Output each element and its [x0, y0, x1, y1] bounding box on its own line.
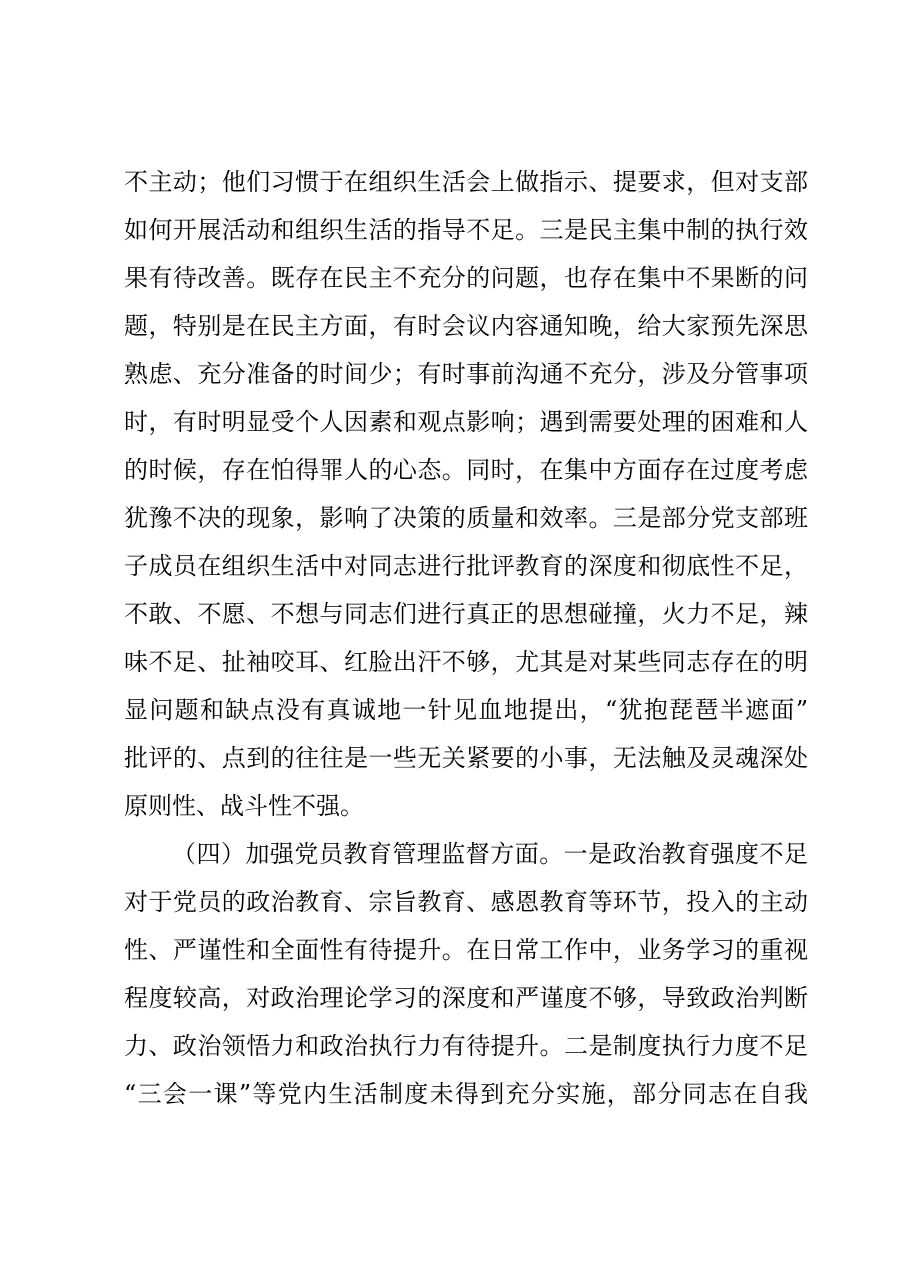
text-line: 批评的、点到的往往是一些无关紧要的小事，无法触及灵魂深处 [124, 744, 808, 772]
text-line: 犹豫不决的现象，影响了决策的质量和效率。三是部分党支部班 [124, 504, 808, 532]
text-line: “三会一课”等党内生活制度未得到充分实施，部分同志在自我 [124, 1080, 808, 1108]
text-line: 原则性、战斗性不强。 [124, 792, 364, 820]
body-text [124, 158, 808, 1118]
text-line: 熟虑、充分准备的时间少；有时事前沟通不充分，涉及分管事项 [124, 360, 808, 388]
text-line: 不主动；他们习惯于在组织生活会上做指示、提要求，但对支部 [124, 168, 808, 196]
text-line: 不敢、不愿、不想与同志们进行真正的思想碰撞，火力不足，辣 [124, 600, 808, 628]
text-line: 力、政治领悟力和政治执行力有待提升。二是制度执行力度不足 [124, 1032, 808, 1060]
text-line: 果有待改善。既存在民主不充分的问题，也存在集中不果断的问 [124, 264, 808, 292]
text-line: 子成员在组织生活中对同志进行批评教育的深度和彻底性不足， [124, 552, 808, 580]
text-line: 显问题和缺点没有真诚地一针见血地提出，“犹抱琵琶半遮面” [124, 696, 808, 724]
text-line: 程度较高，对政治理论学习的深度和严谨度不够，导致政治判断 [124, 984, 808, 1012]
text-line: 的时候，存在怕得罪人的心态。同时，在集中方面存在过度考虑 [124, 456, 808, 484]
text-line: 时，有时明显受个人因素和观点影响；遇到需要处理的困难和人 [124, 408, 808, 436]
text-line: 性、严谨性和全面性有待提升。在日常工作中，业务学习的重视 [124, 936, 808, 964]
text-line: 题，特别是在民主方面，有时会议内容通知晚，给大家预先深思 [124, 312, 808, 340]
text-line: 如何开展活动和组织生活的指导不足。三是民主集中制的执行效 [124, 216, 808, 244]
text-line: 对于党员的政治教育、宗旨教育、感恩教育等环节，投入的主动 [124, 888, 808, 916]
text-line: （四）加强党员教育管理监督方面。一是政治教育强度不足 [172, 840, 808, 868]
text-line: 味不足、扯袖咬耳、红脸出汗不够，尤其是对某些同志存在的明 [124, 648, 808, 676]
